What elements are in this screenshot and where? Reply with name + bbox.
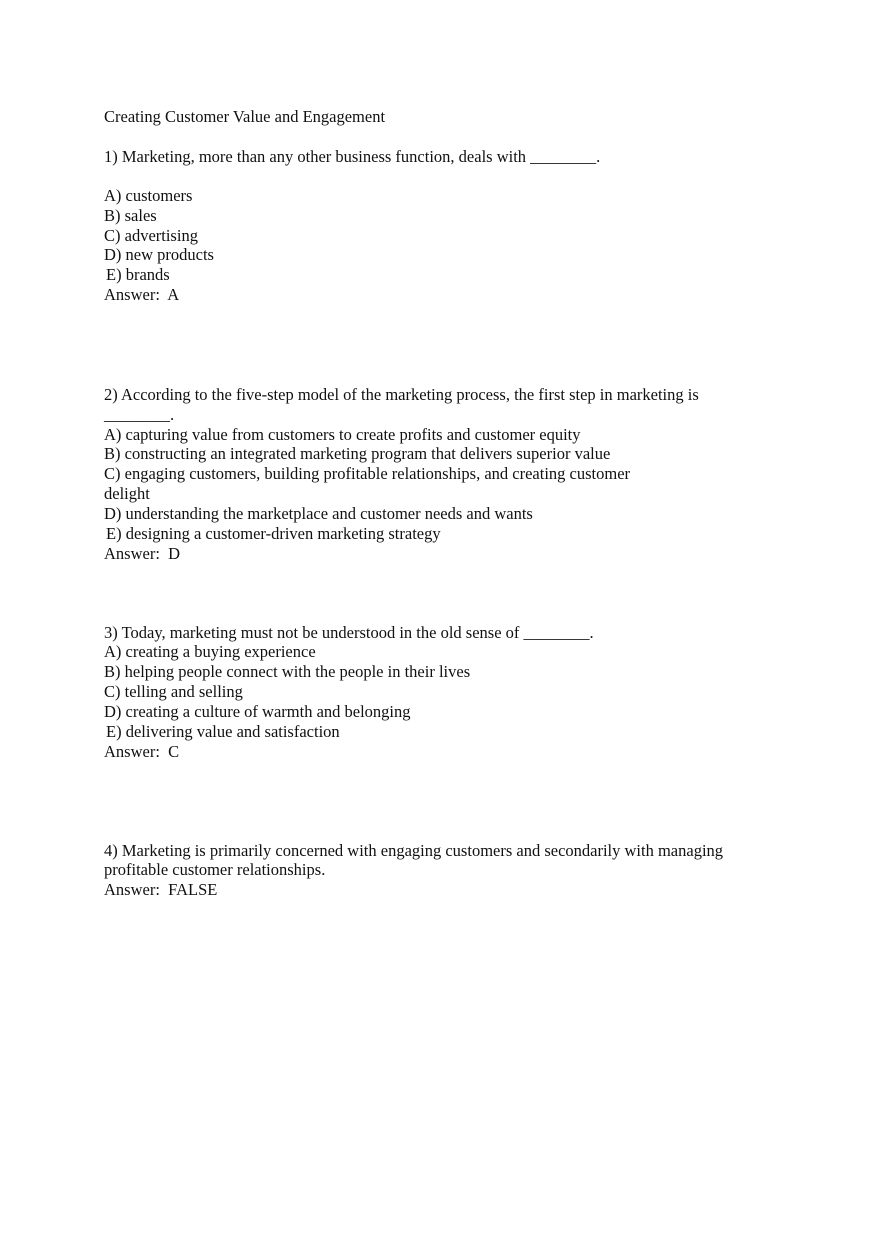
- answer-option-a: A) customers: [104, 186, 193, 205]
- question-stem-line-2: profitable customer relationships.: [104, 860, 326, 879]
- answer-option-c: C) telling and selling: [104, 682, 243, 701]
- answer-key: Answer: A: [104, 285, 180, 304]
- answer-option-d: D) new products: [104, 245, 214, 264]
- question-stem-line-1: 2) According to the five-step model of the marketing process, the first step in marketing is: [104, 385, 699, 404]
- answer-option-a: A) creating a buying experience: [104, 642, 316, 661]
- question-stem: 3) Today, marketing must not be understood in the old sense of ________.: [104, 623, 594, 642]
- answer-option-c: C) advertising: [104, 226, 198, 245]
- answer-option-a: A) capturing value from customers to create profits and customer equity: [104, 425, 581, 444]
- question-stem-line-2: ________.: [104, 405, 175, 424]
- answer-option-e: E) brands: [106, 265, 170, 284]
- answer-option-c: C) engaging customers, building profitable relationships, and creating customer: [104, 464, 631, 483]
- question-stem: 1) Marketing, more than any other business function, deals with ________.: [104, 147, 601, 166]
- answer-option-c-continued: delight: [104, 484, 150, 503]
- answer-key: Answer: C: [104, 742, 180, 761]
- answer-option-b: B) sales: [104, 206, 157, 225]
- answer-option-e: E) designing a customer-driven marketing strategy: [106, 524, 441, 543]
- document-title: Creating Customer Value and Engagement: [104, 107, 386, 126]
- question-stem-line-1: 4) Marketing is primarily concerned with engaging customers and secondarily with managing: [104, 841, 724, 860]
- answer-key: Answer: FALSE: [104, 880, 218, 899]
- answer-option-d: D) creating a culture of warmth and belonging: [104, 702, 411, 721]
- answer-option-d: D) understanding the marketplace and customer needs and wants: [104, 504, 533, 523]
- answer-key: Answer: D: [104, 544, 181, 563]
- answer-option-e: E) delivering value and satisfaction: [106, 722, 340, 741]
- answer-option-b: B) helping people connect with the people in their lives: [104, 662, 471, 681]
- answer-option-b: B) constructing an integrated marketing program that delivers superior value: [104, 444, 611, 463]
